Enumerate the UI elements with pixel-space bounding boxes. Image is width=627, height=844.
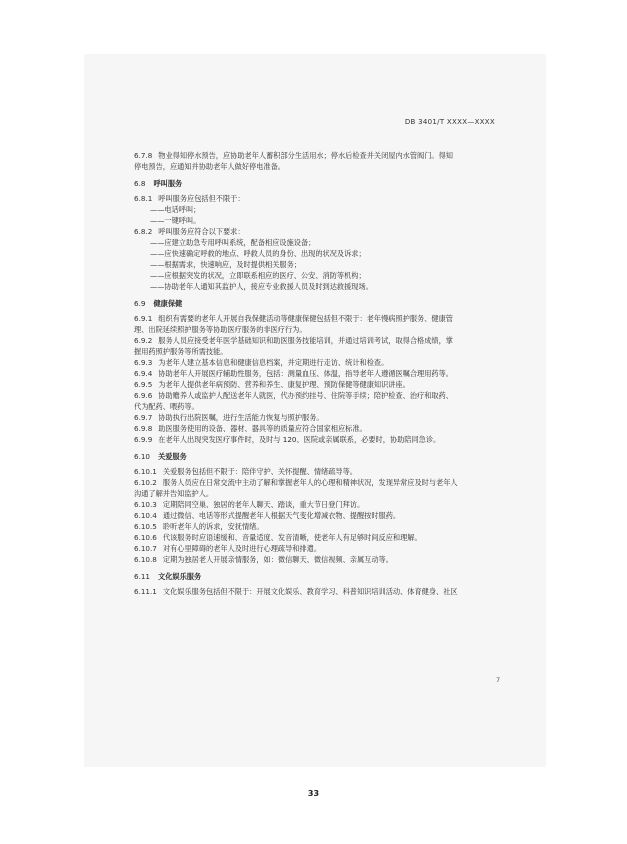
clause-number: 6.9.6 bbox=[134, 391, 153, 400]
clause-number: 6.9.4 bbox=[134, 369, 153, 378]
footer-page-number: 33 bbox=[307, 789, 320, 798]
clause-number: 6.9.1 bbox=[134, 314, 153, 323]
clause-text-continuation: 理、出院延续照护服务等协助医疗服务的非医疗行为。 bbox=[134, 325, 307, 334]
clause-paragraph bbox=[134, 368, 512, 379]
list-item: ——应快速确定呼救的地点、呼救人员的身份、出现的状况及诉求； bbox=[150, 249, 366, 258]
section-number: 6.8 bbox=[134, 179, 146, 188]
clause-number: 6.9.3 bbox=[134, 358, 153, 367]
clause-number: 6.11.1 bbox=[134, 587, 157, 596]
document-body bbox=[134, 150, 512, 597]
clause-paragraph bbox=[134, 390, 512, 412]
clause-text-continuation: 沟通了解并告知监护人。 bbox=[134, 489, 214, 498]
clause-text: 通过微信、电话等形式提醒老年人根据天气变化增减衣物、提醒按时服药。 bbox=[162, 511, 401, 520]
list-item: ——根据需求，快速响应，及时提供相关服务； bbox=[150, 260, 301, 269]
clause-paragraph bbox=[134, 412, 512, 423]
clause-text: 关爱服务包括但不限于：陪伴守护、关怀提醒、情绪疏导等。 bbox=[162, 467, 357, 476]
clause-text: 为老年人提供老年病预防、营养和养生、康复护理、预防保健等健康知识讲座。 bbox=[158, 380, 410, 389]
clause-number: 6.9.8 bbox=[134, 424, 153, 433]
section-title: 文化娱乐服务 bbox=[158, 572, 202, 581]
clause-paragraph bbox=[134, 521, 512, 532]
clause-number: 6.10.7 bbox=[134, 544, 157, 553]
clause-number: 6.10.3 bbox=[134, 500, 157, 509]
section-heading bbox=[134, 571, 512, 582]
clause-number: 6.10.6 bbox=[134, 533, 157, 542]
list-item: ——协助老年人通知其监护人，接应专业救援人员及时到达救援现场。 bbox=[150, 282, 373, 291]
clause-text: 呼叫服务应符合以下要求： bbox=[158, 227, 245, 236]
clause-text: 组织有需要的老年人开展自我保健活动等健康保健包括但不限于：老年慢病照护服务、健康管 bbox=[158, 314, 453, 323]
document-code: DB 3401/T XXXX—XXXX bbox=[404, 118, 495, 126]
clause-paragraph bbox=[134, 193, 512, 204]
clause-paragraph bbox=[134, 532, 512, 543]
clause-paragraph bbox=[134, 226, 512, 237]
list-item: ——应建立助急专用呼叫系统，配备相应设施设备； bbox=[150, 238, 316, 247]
clause-text: 在老年人出现突发医疗事件时，及时与 120、医院或亲属联系，必要时，协助陪同急诊。 bbox=[158, 435, 441, 444]
clause-number: 6.9.9 bbox=[134, 435, 153, 444]
clause-number: 6.10.1 bbox=[134, 467, 157, 476]
clause-text: 物业得知停水预告，应协助老年人蓄积部分生活用水；停水后检查并关闭屋内水管阀门。得知 bbox=[158, 151, 453, 160]
clause-text: 对有心里障碍的老年人及时进行心理疏导和排遣。 bbox=[162, 544, 322, 553]
clause-paragraph bbox=[134, 423, 512, 434]
clause-text: 服务人员应接受老年医学基础知识和助医服务技能培训，并通过培训考试，取得合格成绩，掌 bbox=[158, 336, 453, 345]
inner-page-number: 7 bbox=[496, 676, 501, 684]
clause-text: 定期为独居老人开展亲情服务，如：微信聊天、微信视频、亲属互动等。 bbox=[162, 555, 393, 564]
clause-text-continuation: 停电预告，应通知并协助老年人做好停电准备。 bbox=[134, 162, 285, 171]
list-item: ——应根据突发的状况，立即联系相应的医疗、公安、消防等机构； bbox=[150, 271, 366, 280]
list-item: ——电话呼叫； bbox=[150, 205, 201, 214]
clause-text: 服务人员应在日常交流中主动了解和掌握老年人的心理和精神状况，发现异常应及时与老年人 bbox=[162, 478, 458, 487]
section-number: 6.9 bbox=[134, 299, 146, 308]
section-title: 关爱服务 bbox=[158, 452, 187, 461]
clause-text: 协助执行出院医嘱，进行生活能力恢复与照护服务。 bbox=[158, 413, 324, 422]
section-title: 健康保健 bbox=[153, 299, 183, 308]
clause-paragraph bbox=[134, 543, 512, 554]
clause-paragraph bbox=[134, 510, 512, 521]
section-title: 呼叫服务 bbox=[153, 179, 183, 188]
section-heading bbox=[134, 298, 512, 309]
section-heading bbox=[134, 178, 512, 189]
clause-number: 6.10.8 bbox=[134, 555, 157, 564]
clause-number: 6.9.5 bbox=[134, 380, 153, 389]
clause-paragraph bbox=[134, 477, 512, 499]
clause-paragraph bbox=[134, 554, 512, 565]
clause-paragraph bbox=[134, 434, 512, 445]
clause-text: 定期陪同空巢、独居的老年人聊天、踏谈，重大节日登门拜访。 bbox=[162, 500, 365, 509]
clause-paragraph bbox=[134, 357, 512, 368]
list-item: ——一键呼叫。 bbox=[150, 216, 201, 225]
clause-number: 6.9.2 bbox=[134, 336, 153, 345]
clause-paragraph bbox=[134, 313, 512, 335]
clause-paragraph bbox=[134, 499, 512, 510]
clause-text: 呼叫服务应包括但不限于： bbox=[158, 194, 245, 203]
clause-number: 6.8.1 bbox=[134, 194, 153, 203]
clause-text: 文化娱乐服务包括但不限于：开展文化娱乐、教育学习、科普知识培训活动、体育健身、社区 bbox=[162, 587, 458, 596]
clause-paragraph bbox=[134, 150, 512, 172]
clause-text: 代该服务时应语速缓和、音量适度、发音清晰，使老年人有足够时间反应和理解。 bbox=[162, 533, 422, 542]
clause-text: 协助老年人开展医疗辅助性服务，包括：测量血压、体温，指导老年人遵循医嘱合理用药等。 bbox=[158, 369, 453, 378]
clause-text: 协助赡养人或监护人配送老年人就医，代办预约挂号、住院等手续；陪护检查、治疗和取药、 bbox=[158, 391, 453, 400]
clause-text-continuation: 握用药照护服务等所需技能。 bbox=[134, 347, 228, 356]
clause-number: 6.10.5 bbox=[134, 522, 157, 531]
section-heading bbox=[134, 451, 512, 462]
section-number: 6.11 bbox=[134, 572, 151, 581]
section-number: 6.10 bbox=[134, 452, 151, 461]
clause-text: 聆听老年人的诉求，安抚情绪。 bbox=[162, 522, 264, 531]
clause-number: 6.10.4 bbox=[134, 511, 157, 520]
clause-text-continuation: 代为配药、喂药等。 bbox=[134, 402, 199, 411]
clause-paragraph bbox=[134, 335, 512, 357]
clause-text: 为老年人建立基本信息和健康信息档案，并定期进行走访、统计和检查。 bbox=[158, 358, 389, 367]
clause-paragraph bbox=[134, 586, 512, 597]
clause-paragraph bbox=[134, 466, 512, 477]
clause-number: 6.9.7 bbox=[134, 413, 153, 422]
clause-number: 6.10.2 bbox=[134, 478, 157, 487]
clause-number: 6.8.2 bbox=[134, 227, 153, 236]
clause-text: 助医服务使用的设备、器材、器具等的质量应符合国家相应标准。 bbox=[158, 424, 367, 433]
clause-number: 6.7.8 bbox=[134, 151, 153, 160]
clause-paragraph bbox=[134, 379, 512, 390]
